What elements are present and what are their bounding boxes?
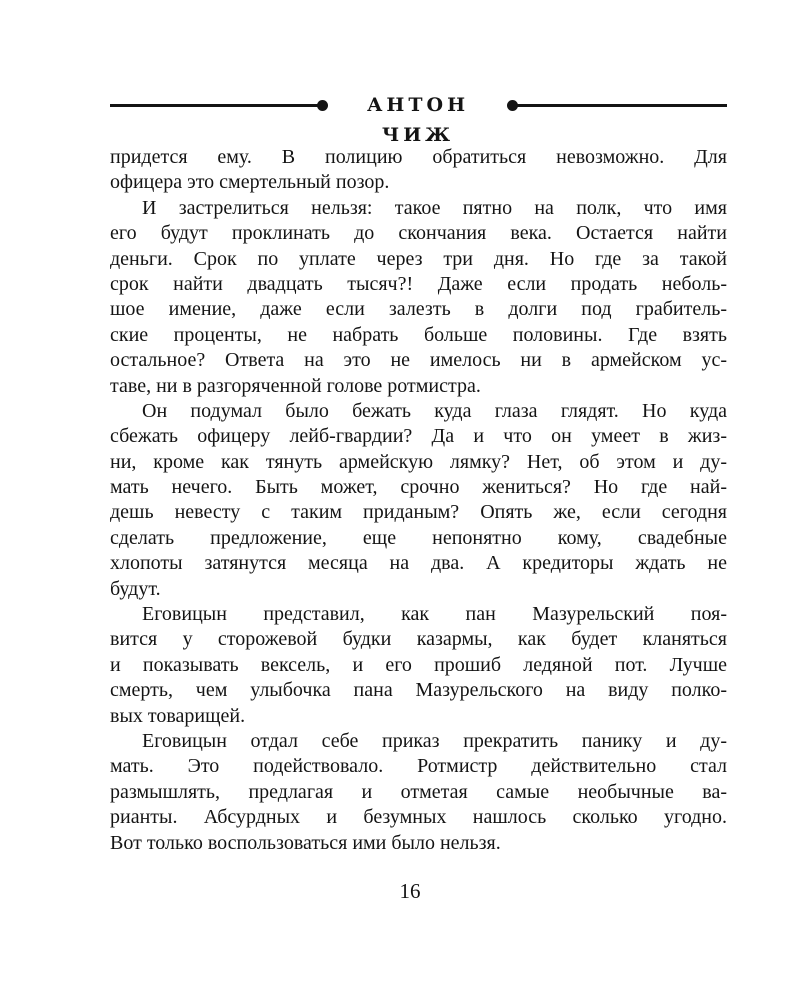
header-rule-right [515,104,727,107]
text-line: мать. Это подействовало. Ротмистр действительно стал [110,755,727,778]
text-line: Вот только воспользоваться ими было нельзя. [110,831,501,854]
text-line: рианты. Абсурдных и безумных нашлось сколько угодно. [110,806,727,829]
text-line: офицера это смертельный позор. [110,171,390,194]
text-line: смерть, чем улыбочка пана Мазурельского на виду полко- [110,679,727,702]
text-line: Еговицын отдал себе приказ прекратить панику и ду- [142,729,727,752]
text-line: Еговицын представил, как пан Мазурельский поя- [142,603,727,626]
text-line: остальное? Ответа на это не имелось ни в армейском ус- [110,349,727,372]
text-line: вых товарищей. [110,704,246,727]
body-text [110,145,727,856]
text-line: вится у сторожевой будки казармы, как будет кланяться [110,628,727,651]
text-line: его будут проклинать до скончания века. Остается найти [110,222,727,245]
text-line: размышлять, предлагая и отметая самые необычные ва- [110,780,727,803]
running-head-author: АНТОН ЧИЖ [366,94,470,146]
text-line: таве, ни в разгоряченной голове ротмистра. [110,374,481,397]
text-line: ни, кроме как тянуть армейскую лямку? Нет, об этом и ду- [110,450,727,473]
text-line: и показывать вексель, и его прошиб ледяной пот. Лучше [110,653,727,676]
page-number: 16 [399,879,421,903]
text-line: хлопоты затянутся месяца на два. А кредиторы ждать не [110,552,727,575]
text-line: деньги. Срок по уплате через три дня. Но где за такой [110,247,727,270]
running-header [110,90,727,146]
text-line: Он подумал было бежать куда глаза глядят. Но куда [142,399,727,422]
text-line: И застрелиться нельзя: такое пятно на полк, что имя [142,196,727,219]
text-line: мать нечего. Быть может, срочно жениться? Но где най- [110,476,727,499]
header-bullet-left [317,100,328,111]
text-line: придется ему. В полицию обратиться невозможно. Для [110,146,727,168]
text-line: ские проценты, не набрать больше половины. Где взять [110,323,727,346]
text-line: сбежать офицеру лейб-гвардии? Да и что он умеет в жиз- [110,425,727,448]
text-line: дешь невесту с таким приданым? Опять же, если сегодня [110,501,727,524]
text-line: сделать предложение, еще непонятно кому, свадебные [110,526,727,549]
text-line: шое имение, даже если залезть в долги под грабитель- [110,298,727,321]
text-line: будут. [110,577,161,600]
header-rule-left [110,104,318,107]
text-line: срок найти двадцать тысяч?! Даже если продать неболь- [110,272,727,295]
